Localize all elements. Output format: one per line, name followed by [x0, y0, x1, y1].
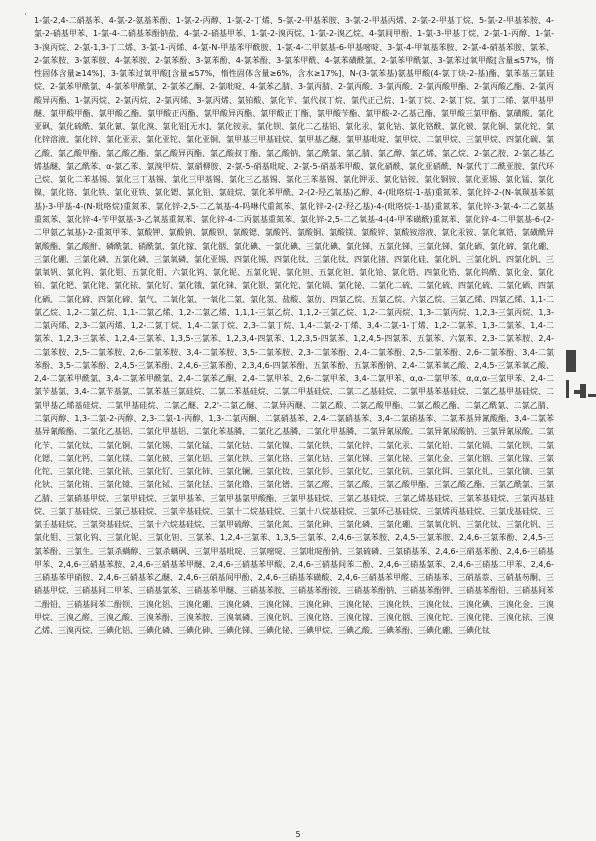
page-number: 5: [295, 830, 301, 839]
body-text: 1-氯-2,4-二硝基苯、4-氯-2-氨基苯酚、1-氯-2-丙醇、1-氯-2-丁烯、5-氯-2-甲基苯胺、3-氯-2-甲基丙烯、2-氯-2-甲基丁烷、5-氯-2-甲基苯胺、4-氯-2-硝基甲苯、1-氯-4-二硝基苯酚钠盐、4-氯-2-硝基甲苯、1-氯-2-溴丙烷、1-氯-2-溴乙烷、4-氯间甲酚、1-氯-3-甲基丁烷、2-氯-1-丙醇、1-氯-3-溴丙烷、2-氯-1,3-丁二烯、3-氯-1-丙烯、4-氯-N-甲基苯甲酰胺、1-氯-4-二甲氨基-6-甲基嘧啶、3-氯-4-甲氧基苯胺、2-氯-4-硝基苯胺、氯苯、2-氯苯胺、3-氯苯胺、4-氯苯胺、2-氯苯酚、3-氯苯酚、4-氯苯酚、3-氯苯甲酰、4-氯苯磺酰氯、2-氯苯甲酰氯、3-氯苯过氧甲酸[含量≤57%，惰性固体含量≥14%]、3-氯苯过氧甲酸[含量≤57%，惰性固体含量≥6%，含水≥17%]、N-(3-氯苯基)氨基甲酸(4-氯丁炔-2-基)酯、氯苯基三氯硅烷、2-氯苯甲酰氯、4-氯苯甲酰氯、2-氯苯乙酮、2-氯吡啶、4-氯苯乙腈、3-氯丙腈、2-氯丙酸、3-氯丙酸、2-氯丙酸甲酯、2-氯丙酸乙酯、2-氯丙酸异丙酯、1-氯丙烷、2-氯丙烷、2-氯丙烯、3-氯丙烯、氯铂酸、氯化苄、氯代叔丁烷、氯代正己烷、1-氯丁烷、2-氯丁烷、氯丁二烯、氯甲基甲醚、氯甲酸甲酯、氯甲酸乙酯、氯甲酸正丙酯、氯甲酸异丙酯、氯甲酸正丁酯、氯甲酸苄酯、氯甲酸-2-乙基己酯、氯甲酸三氯甲酯、氯磺酸、氯化亚砜、氯化硫酰、氯化氰、氯化溴、氯化铝[无水]、氯化铵汞、氯化钡、氯化二乙基铝、氯化汞、氯化钴、氯化铬酰、氯化铍、氯化铜、氯化铊、氯化锌溶液、氯化锌、氯化亚汞、氯化亚铊、氯化亚铜、氯甲基三甲基硅烷、氯甲基乙醚、氯甲基吡啶、氯甲烷、二氯甲烷、三氯甲烷、四氯化碳、氯乙酸、氯乙酸甲酯、氯乙酸乙酯、氯乙酸异丙酯、氯乙酸叔丁酯、氯乙酸钠、氯乙酰氯、氯乙腈、氯乙醇、氯乙烯、氯乙烷、2-氯乙胺、2-氯乙基乙烯基醚、氯乙酰苯、α-氯乙苯、氯溴甲烷、氯硝柳胺、2-氯-5-硝基吡啶、2-氯-5-硝基苯甲酸、氯化硝酰、氯化亚硝酰、N-氯代丁二酰亚胺、氯代环己烷、氯化二苯基锡、氯化三丁基锡、氯化三甲基锡、氯化三乙基锡、氯化三苯基锡、氯化钾汞、氯化钴铵、氯化铜铵、氯化亚锡、氯化锰、氯化镍、氯化铬、氯化铁、氯化亚铁、氯化锶、氯化铅、氯硅烷、氯化苯甲酰、2-(2-羟乙氧基)乙醇、4-(吡咯烷-1-基)重氮苯、氯化锌-2-(N-氧羰基苯氨基)-3-甲基-4-(N-吡咯烷)重氮苯、氯化锌-2,5-二乙氧基-4-吗啉代重氮苯、氯化锌-2-(2-羟乙基)-4-(吡咯烷-1-基)重氮苯、氯化锌-3-氯-4-二乙氨基重氮苯、氯化锌-4-苄甲氨基-3-乙氧基重氮苯、氯化锌-4-二丙氨基重氮苯、氯化锌-2,5-二乙氧基-4-(4-甲苯磺酰)重氮苯、氯化锌-4-二甲氨基-6-(2-二甲氨乙氧基)-2-重氮甲苯、氯酸钾、氯酸钠、氯酸钡、氯酸锶、氯酸钙、氯酸铜、氯酸镁、氯酸锌、氯酸铵溶液、氯化汞铵、氯化氧锆、氯磺酰异氰酸酯、氯乙酸酐、磷酰氯、硝酰氯、氯化镓、氯化铟、氯化碘、一氯化碘、三氯化碘、氯化锑、五氯化锑、三氯化锑、氯化硒、氯化碲、氯化硼、三氯化硼、三氯化磷、五氯化磷、三氯氧磷、氯化亚锡、四氯化锡、四氯化钛、三氯化钛、四氯化锗、四氯化硅、氯化钒、三氯化钒、四氯化钒、三氯氧钒、氯化钨、氯化钼、五氯化钼、六氯化钨、氯化铌、五氯化铌、氯化钽、五氯化钽、氯化铪、氯化锆、四氯化锆、氯化钨酰、氯化金、氯化铂、氯化钯、氯化铑、氯化铱、氯化钌、氯化锇、氯化铼、氯化银、氯化铊、氯化镉、氯化铋、二氯化二硫、二氯化硫、四氯化硫、二氯化硒、四氯化硒、二氯化碲、四氯化碲、氯气、二氧化氯、一氧化二氯、氯化氢、盐酸、氯仿、四氯乙烷、五氯乙烷、六氯乙烷、三氯乙烯、四氯乙烯、1,1-二氯乙烷、1,2-二氯乙烷、1,1-二氯乙烯、1,2-二氯乙烯、1,1,1-三氯乙烷、1,1,2-三氯乙烷、1,2-二氯丙烷、1,3-二氯丙烷、1,2,3-三氯丙烷、1,3-二氯丙烯、2,3-二氯丙烯、1,2-二氯丁烷、1,4-二氯丁烷、2,3-二氯丁烷、1,4-二氯-2-丁烯、3,4-二氯-1-丁烯、1,2-二氯苯、1,3-二氯苯、1,4-二氯苯、1,2,3-三氯苯、1,2,4-三氯苯、1,3,5-三氯苯、1,2,3,4-四氯苯、1,2,3,5-四氯苯、1,2,4,5-四氯苯、五氯苯、六氯苯、2,3-二氯苯胺、2,4-二氯苯胺、2,5-二氯苯胺、2,6-二氯苯胺、3,4-二氯苯胺、3,5-二氯苯胺、2,3-二氯苯酚、2,4-二氯苯酚、2,5-二氯苯酚、2,6-二氯苯酚、3,4-二氯苯酚、3,5-二氯苯酚、2,4,5-三氯苯酚、2,4,6-三氯苯酚、2,3,4,6-四氯苯酚、五氯苯酚、五氯苯酚钠、2,4-二氯苯氧乙酸、2,4,5-三氯苯氧乙酸、2,4-二氯苯甲酰氯、3,4-二氯苯甲酰氯、2,4-二氯苯乙酮、2,4-二氯甲苯、2,6-二氯甲苯、3,4-二氯甲苯、α,α-二氯甲苯、α,α,α-三氯甲苯、2,4-二氯苄基氯、3,4-二氯苄基氯、二氯苯基三氯硅烷、二氯二苯基硅烷、二氯二甲基硅烷、二氯二乙基硅烷、二氯甲基苯基硅烷、二氯乙基甲基硅烷、二氯甲基乙烯基硅烷、二氯甲基硅烷、二氯乙醚、2,2'-二氯乙醚、二氯异丙醚、二氯乙酸、二氯乙酸甲酯、二氯乙酸乙酯、二氯乙酰氯、二氯乙腈、二氯丙醇、1,3-二氯-2-丙醇、2,3-二氯-1-丙醇、1,3-二氯丙酮、二氯硝基苯、2,4-二氯硝基苯、3,4-二氯硝基苯、二氯苯基异氰酸酯、3,4-二氯苯基异氰酸酯、二氯化乙基铝、二氯化甲基铝、二氯化苯基膦、二氯化乙基膦、二氯化甲基膦、二氯异氰尿酸、二氯异氰尿酸钠、三氯异氰尿酸、二氯化苄、二氯化钛、二氯化铜、二氯化锡、二氯化锰、二氯化钴、二氯化镍、二氯化铁、二氯化锌、二氯化汞、二氯化铅、二氯化镉、二氯化钡、二氯化锶、二氯化钙、二氯化镁、二氯化铍、三氯化铝、三氯化铁、三氯化铬、三氯化钴、三氯化锑、三氯化铋、三氯化金、三氯化铟、三氯化镓、三氯化铊、三氯化铑、三氯化铱、三氯化钌、三氯化铈、三氯化镧、三氯化钕、三氯化钐、三氯化钇、三氯化钪、三氯化铒、三氯化钆、三氯化镝、三氯化钬、三氯化铕、三氯化镱、三氯化铽、三氯化铥、三氯化镥、三氯化镨、三氯乙醛、三氯乙酸、三氯乙酸甲酯、三氯乙酸乙酯、三氯乙酰氯、三氯乙腈、三氯硝基甲烷、三氯甲硅烷、三氯甲基苯、三氯甲基氯甲酸酯、三氯甲基硅烷、三氯乙基硅烷、三氯乙烯基硅烷、三氯苯基硅烷、三氯丙基硅烷、三氯丁基硅烷、三氯己基硅烷、三氯辛基硅烷、三氯十二烷基硅烷、三氯十八烷基硅烷、三氯环己基硅烷、三氯烯丙基硅烷、三氯戊基硅烷、三氯壬基硅烷、三氯癸基硅烷、三氯十六烷基硅烷、三氯甲硫醇、三氯化氮、三氯化砷、三氯化磷、三氯化硼、三氯氧化钒、三氯化钛、三氯化钒、三氯化钼、三氯化钨、三氯化铌、三氯化钽、三氯苯、1,2,4-三氯苯、1,3,5-三氯苯、2,4,6-三氯苯胺、2,4,5-三氯苯胺、2,4,6-三氯苯酚、2,4,5-三氯苯酚、三氯生、三氯杀螨醇、三氯杀螨砜、三氯甲基吡啶、三氯嘧啶、三氯吡啶酚钠、三氯硫磷、三氯硝基苯、2,4,6-三硝基苯酚、2,4,6-三硝基甲苯、2,4,6-三硝基苯胺、2,4,6-三硝基苯甲醚、2,4,6-三硝基苯甲酸、2,4,6-三硝基间苯二酚、2,4,6-三硝基氯苯、2,4,6-三硝基二甲苯、2,4,6-三硝基苯甲硝胺、2,4,6-三硝基苯乙醚、2,4,6-三硝基间甲酚、2,4,6-三硝基苯磺酸、2,4,6-三硝基苯甲醛、三硝基苯、三硝基萘、三硝基芴酮、三硝基甲烷、三硝基间二甲苯、三硝基氯苯、三硝基苯甲醚、三硝基苯胺、三硝基苯酚铵、三硝基苯酚钠、三硝基苯酚钾、三硝基苯酚铅、三硝基间苯二酚铅、三硝基间苯二酚钡、三溴化铝、三溴化硼、三溴化磷、三溴化锑、三溴化砷、三溴化铋、三溴化铁、三溴化钛、三溴化碘、三溴化金、三溴甲烷、三溴乙醛、三溴乙酸、三溴苯酚、三溴苯胺、三溴氧磷、三溴化钒、三溴化铬、三溴化镓、三溴化铟、三溴化铊、三溴化铑、三溴化铱、三溴乙烯、三溴丙烷、三碘化铝、三碘化磷、三碘化砷、三碘化锑、三碘化铋、三碘甲烷、三碘乙酸、三碘苯酚、三碘化硼、三碘化钛: [34, 16, 554, 636]
corner-mark: ·: [24, 10, 27, 20]
scan-edge-artifact: [560, 320, 596, 600]
